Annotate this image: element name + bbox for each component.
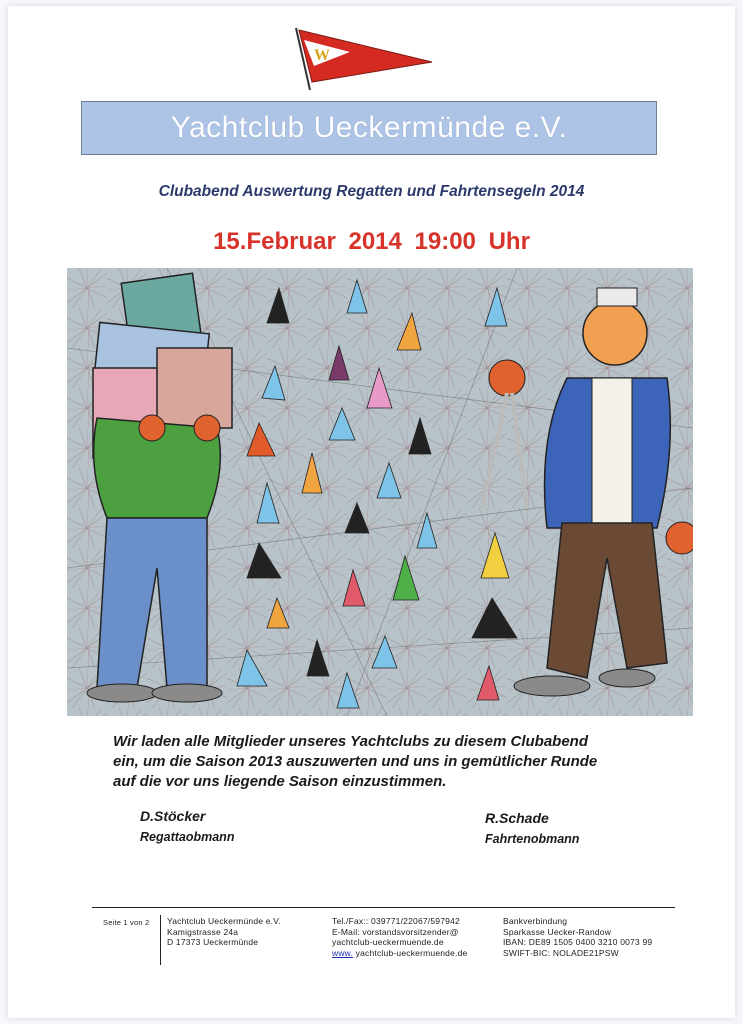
footer-address-line-2: Kamigstrasse 24a [167, 926, 239, 937]
footer-email-line-1[interactable]: E-Mail: vorstandsvorsitzender@ [332, 926, 459, 937]
event-date: 15.Februar 2014 19:00 Uhr [213, 228, 530, 255]
sailing-chart-illustration [67, 268, 693, 716]
footer-bank [503, 916, 652, 958]
svg-text:W: W [314, 47, 330, 64]
document-page [8, 6, 735, 1018]
title-banner [81, 101, 657, 155]
footer-website-prefix[interactable]: www. [332, 947, 354, 958]
invitation-line-3: auf die vor uns liegende Saison einzustimmen. [113, 773, 447, 790]
page-title: Yachtclub Ueckermünde e.V. [170, 111, 568, 144]
signature-right-name: R.Schade [485, 810, 549, 826]
invitation-line-2: ein, um die Saison 2013 auszuwerten und uns in gemütlicher Runde [113, 753, 598, 770]
footer-page-number: Seite 1 von 2 [103, 918, 150, 927]
signature-left-name: D.Stöcker [140, 808, 206, 824]
footer-address-line-1: Yachtclub Ueckermünde e.V. [167, 916, 281, 926]
footer-address-line-3: D 17373 Ueckermünde [167, 937, 259, 947]
signature-right-role: Fahrtenobmann [485, 832, 580, 846]
invitation-line-1: Wir laden alle Mitglieder unseres Yachtclubs zu diesem Clubabend [113, 733, 588, 750]
signature-left [140, 808, 234, 844]
footer-phone: Tel./Fax:: 039771/22067/597942 [332, 916, 460, 926]
event-subtitle: Clubabend Auswertung Regatten und Fahrtensegeln 2014 [158, 183, 585, 200]
invitation-text [113, 732, 633, 792]
footer-bank-bic: SWIFT-BIC: NOLADE21PSW [503, 947, 619, 958]
footer-address [167, 916, 281, 948]
footer-bank-name: Sparkasse Uecker-Randow [503, 926, 612, 937]
club-pennant-icon [290, 24, 440, 94]
signature-left-role: Regattaobmann [140, 830, 235, 844]
footer-bank-iban: IBAN: DE89 1505 0400 3210 0073 99 [503, 937, 653, 947]
footer-website[interactable] [332, 948, 467, 959]
footer-email-line-2[interactable]: yachtclub-ueckermuende.de [332, 937, 444, 947]
footer-contact [332, 916, 467, 958]
footer-vertical-divider [160, 915, 161, 965]
footer-divider [92, 907, 675, 908]
signature-right [485, 810, 579, 846]
footer-website-domain[interactable]: yachtclub-ueckermuende.de [353, 947, 468, 958]
footer-bank-title: Bankverbindung [503, 916, 568, 926]
